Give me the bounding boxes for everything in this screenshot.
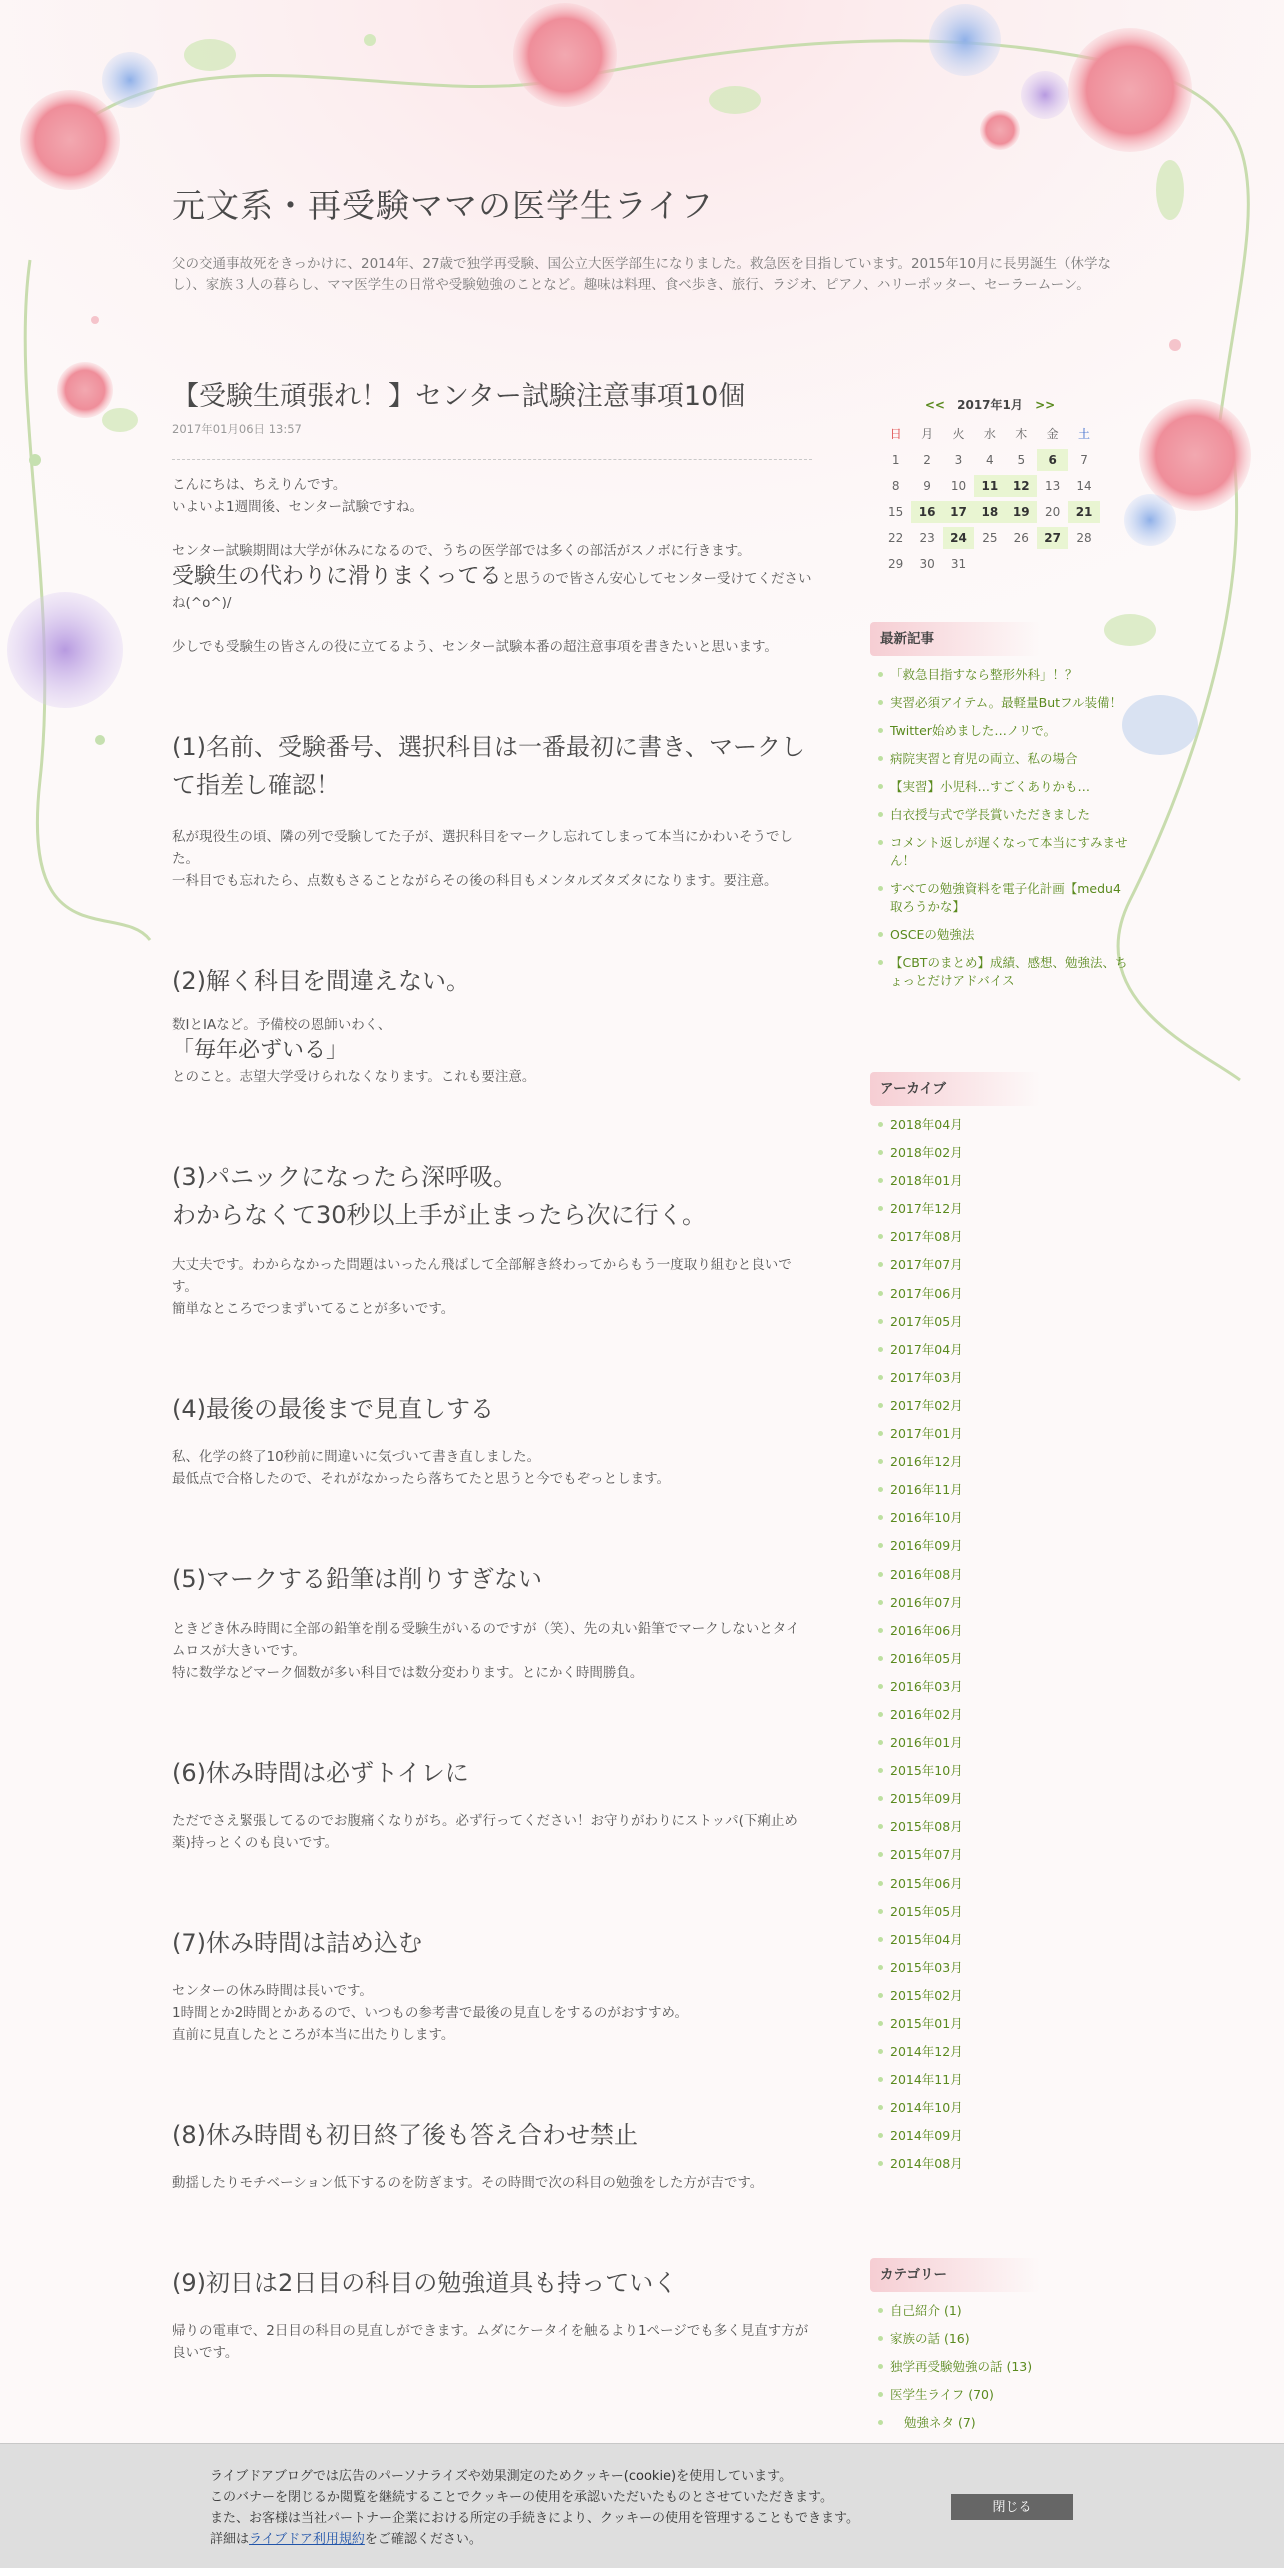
list-item (880, 1846, 1130, 1864)
text: センター試験期間は大学が休みになるので、うちの医学部では多くの部活がスノボに行きます。 (172, 543, 751, 559)
weekday-label: 火 (952, 427, 965, 441)
recent-posts (880, 622, 1130, 1000)
section-heading (172, 1158, 812, 1234)
calendar-day: 2 (923, 453, 931, 467)
category-list (880, 2302, 1130, 2432)
calendar-day: 23 (919, 531, 935, 545)
text: 動揺したりモチベーション低下するのを防ぎます。その時間で次の科目の勉強をした方が吉です。 (172, 2175, 764, 2191)
text: ただでさえ緊張してるのでお腹痛くなりがち。必ず行ってください！お守りがわりにストッパ(下痢止め薬)持っとくのも良いです。 (172, 1813, 798, 1851)
weekday-label: 木 (1015, 427, 1028, 441)
calendar-day-link[interactable]: 18 (974, 501, 1005, 523)
archive-month-link[interactable]: 2017年08月 (890, 1229, 963, 1245)
terms-link[interactable]: ライブドア利用規約 (249, 2532, 365, 2547)
recent-post-link[interactable]: コメント返しが遅くなって本当にすみません！ (890, 835, 1128, 868)
calendar-day: 20 (1045, 505, 1061, 519)
archive-month-link[interactable]: 2017年04月 (890, 1341, 963, 1357)
list-item (880, 722, 1130, 740)
recent-list (880, 666, 1130, 990)
category-link[interactable]: 独学再受験勉強の話 (13) (890, 2359, 1033, 2374)
list-item (880, 1734, 1130, 1752)
text (210, 2529, 930, 2550)
calendar-day-link[interactable]: 16 (911, 501, 942, 523)
text: 最低点で合格したので、それがなかったら落ちてたと思うと今でもぞっとします。 (172, 1471, 671, 1487)
list-item (880, 1341, 1130, 1359)
calendar-day: 10 (950, 479, 967, 493)
recent-post-link[interactable]: 【CBTのまとめ】成績、感想、勉強法、ちょっとだけアドバイス (890, 955, 1128, 988)
list-item (880, 1903, 1130, 1921)
calendar-day: 28 (1076, 531, 1092, 545)
archive-month-link[interactable]: 2015年08月 (890, 1819, 963, 1835)
list-item (880, 1172, 1130, 1190)
text: 直前に見直したところが本当に出たりします。 (172, 2027, 455, 2043)
section-heading: (8)休み時間も初日終了後も答え合わせ禁止 (172, 2121, 638, 2149)
list-item (880, 1509, 1130, 1527)
blog-description: 父の交通事故死をきっかけに、2014年、27歳で独学再受験、国公立大医学部生になりました。救急医を目指しています。2015年10月に長男誕生（休学なし）、家族３人の暮らし、ママ医学生の日常や受験勉強のことなど。趣味は料理、食べ歩き、旅行、ラジオ、ピアノ、ハリーポッター、セーラームーン。 (172, 256, 1111, 293)
list-item (880, 1313, 1130, 1331)
calendar-day: 5 (1017, 453, 1026, 467)
archive-month-link[interactable]: 2015年04月 (890, 1931, 963, 1947)
post-body (172, 474, 812, 2364)
list-item (880, 2127, 1130, 2145)
list-item (880, 2155, 1130, 2173)
list-item (880, 1537, 1130, 1555)
quote-text: 「毎年必ずいる」 (172, 1038, 349, 1063)
calendar-day: 9 (923, 479, 931, 493)
archive-month-link[interactable]: 2014年11月 (890, 2072, 963, 2088)
calendar-day-link[interactable]: 6 (1037, 449, 1068, 471)
archive-month-link[interactable]: 2016年03月 (890, 1678, 963, 1694)
archive-month-link[interactable]: 2018年04月 (890, 1117, 963, 1132)
archive-month-link[interactable]: 2015年10月 (890, 1763, 963, 1779)
list-item (880, 2015, 1130, 2033)
text: と思うので皆さん安心してセンター受けてくださいね(^o^)/ (172, 571, 812, 611)
list-item (880, 2302, 1130, 2320)
weekday-label: 土 (1078, 427, 1091, 441)
list-item (880, 1818, 1130, 1836)
list-item (880, 1875, 1130, 1893)
text: 特に数学などマーク個数が多い科目では数分変わります。とにかく時間勝負。 (172, 1665, 644, 1681)
calendar-day: 25 (982, 531, 998, 545)
archive-month-link[interactable]: 2016年11月 (890, 1482, 963, 1498)
archive-month-link[interactable]: 2017年06月 (890, 1285, 963, 1301)
text: こんにちは、ちえりんです。 (172, 477, 347, 493)
list-item (880, 2071, 1130, 2089)
archive-month-link[interactable]: 2018年01月 (890, 1173, 963, 1189)
list-item (880, 1706, 1130, 1724)
recent-post-link[interactable]: 「救急目指すなら整形外科」！？ (890, 667, 1078, 682)
cookie-banner (0, 2443, 1284, 2568)
section-heading: (4)最後の最後まで見直しする (172, 1395, 494, 1423)
list-item (880, 1566, 1130, 1584)
recent-post-link[interactable]: 白衣授与式で学長賞いただきました (890, 807, 1091, 822)
calendar-day: 14 (1076, 479, 1092, 493)
calendar-day-link[interactable]: 19 (1006, 501, 1037, 523)
recent-heading: 最新記事 (870, 622, 1040, 656)
list-item (880, 1425, 1130, 1443)
calendar-day: 1 (891, 453, 900, 467)
text: わからなくて30秒以上手が止まったら次に行く。 (172, 1201, 707, 1229)
category-link[interactable]: 家族の話 (16) (890, 2331, 970, 2346)
calendar-day: 30 (919, 557, 935, 571)
calendar-day-link[interactable]: 21 (1068, 501, 1099, 523)
calendar-day: 22 (888, 531, 904, 545)
text: 私、化学の終了10秒前に間違いに気づいて書き直しました。 (172, 1449, 541, 1465)
calendar-header (880, 396, 1100, 413)
calendar-month: 2017年1月 (957, 398, 1023, 412)
section-heading: (7)休み時間は詰め込む (172, 1929, 422, 1957)
list-item (880, 1762, 1130, 1780)
cookie-text (210, 2466, 930, 2550)
archive-month-link[interactable]: 2016年06月 (890, 1622, 963, 1638)
archive-month-link[interactable]: 2014年12月 (890, 2044, 963, 2060)
text: 帰りの電車で、2日目の科目の見直しができます。ムダにケータイを触るより1ページでも多く見直す方が良いです。 (172, 2323, 809, 2361)
recent-post-link[interactable]: 【実習】小児科…すごくありかも… (890, 779, 1091, 794)
text: (3)パニックになったら深呼吸。 (172, 1163, 518, 1191)
list-item (880, 880, 1130, 916)
list-item (880, 926, 1130, 944)
list-item (880, 1959, 1130, 1977)
recent-post-link[interactable]: 病院実習と育児の両立、私の場合 (890, 751, 1078, 766)
list-item (880, 2386, 1130, 2404)
calendar-day-link[interactable]: 12 (1006, 475, 1037, 497)
archive-month-link[interactable]: 2016年07月 (890, 1594, 963, 1610)
archive-month-link[interactable]: 2017年12月 (890, 1201, 963, 1217)
list-item (880, 1453, 1130, 1471)
calendar-day: 15 (888, 505, 904, 519)
post-date: 2017年01月06日 13:57 (172, 422, 302, 436)
calendar-grid (880, 423, 1100, 575)
list-item (880, 750, 1130, 768)
list-item (880, 2414, 1130, 2432)
text (172, 562, 812, 614)
section-heading: (9)初日は2日目の科目の勉強道具も持っていく (172, 2269, 678, 2297)
text: 少しでも受験生の皆さんの役に立てるよう、センター試験本番の超注意事項を書きたいと思います。 (172, 639, 778, 655)
emphasis-text: 受験生の代わりに滑りまくってる (172, 564, 502, 589)
calendar-prev[interactable]: << (924, 398, 945, 412)
archive-month-link[interactable]: 2014年08月 (890, 2156, 963, 2172)
list-item (880, 1144, 1130, 1162)
archive-month-link[interactable]: 2014年09月 (890, 2128, 963, 2144)
list-item (880, 1369, 1130, 1387)
section-heading: (6)休み時間は必ずトイレに (172, 1759, 469, 1787)
list-item (880, 694, 1130, 712)
section-heading: (2)解く科目を間違えない。 (172, 967, 470, 995)
archive-month-link[interactable]: 2015年03月 (890, 1959, 963, 1975)
archive-month-link[interactable]: 2016年08月 (890, 1566, 963, 1582)
archive (880, 1072, 1130, 2184)
weekday-label: 金 (1046, 427, 1059, 441)
categories (880, 2258, 1130, 2442)
archive-month-link[interactable]: 2016年02月 (890, 1706, 963, 1722)
text: センターの休み時間は長いです。 (172, 1983, 373, 1999)
section-heading: (1)名前、受験番号、選択科目は一番最初に書き、マークして指差し確認！ (172, 733, 806, 799)
archive-month-link[interactable]: 2015年05月 (890, 1903, 963, 1919)
archive-month-link[interactable]: 2017年02月 (890, 1397, 963, 1413)
list-item (880, 1481, 1130, 1499)
archive-month-link[interactable]: 2017年01月 (890, 1426, 963, 1442)
calendar-day: 4 (986, 453, 994, 467)
text: 数ⅠとⅠAなど。予備校の恩師いわく、 (172, 1017, 392, 1033)
category-link[interactable]: 医学生ライフ (70) (890, 2387, 994, 2402)
text: 大丈夫です。わからなかった問題はいったん飛ばして全部解き終わってからもう一度取り組むと良いです。 (172, 1257, 792, 1295)
list-item (880, 778, 1130, 796)
archive-month-link[interactable]: 2014年10月 (890, 2100, 963, 2116)
archive-month-link[interactable]: 2016年01月 (890, 1735, 963, 1751)
calendar-day: 7 (1080, 453, 1088, 467)
archive-heading: アーカイブ (870, 1072, 1040, 1106)
calendar-day-link[interactable]: 24 (943, 527, 974, 549)
text: をご確認ください。 (364, 2532, 482, 2547)
list-item (880, 1678, 1130, 1696)
archive-month-link[interactable]: 2017年05月 (890, 1313, 963, 1329)
text: 1時間とか2時間とかあるので、いつもの参考書で最後の見直しをするのがおすすめ。 (172, 2005, 689, 2021)
list-item (880, 1228, 1130, 1246)
archive-month-link[interactable]: 2015年09月 (890, 1791, 963, 1807)
recent-post-link[interactable]: すべての勉強資料を電子化計画【medu4取ろうかな】 (890, 881, 1121, 914)
archive-month-link[interactable]: 2015年06月 (890, 1875, 963, 1891)
list-item (880, 1397, 1130, 1415)
weekday-label: 水 (983, 427, 996, 441)
archive-month-link[interactable]: 2016年05月 (890, 1650, 963, 1666)
calendar-day-link[interactable]: 11 (974, 475, 1005, 497)
list-item (880, 1650, 1130, 1668)
calendar (880, 396, 1100, 575)
text: 私が現役生の頃、隣の列で受験してた子が、選択科目をマークし忘れてしまって本当にかわいそうでした。 (172, 829, 793, 867)
weekday-label: 日 (889, 427, 902, 441)
text: 一科目でも忘れたら、点数もさることながらその後の科目もメンタルズタズタになります。要注意。 (172, 873, 778, 889)
archive-month-link[interactable]: 2016年10月 (890, 1510, 963, 1526)
archive-month-link[interactable]: 2017年07月 (890, 1257, 963, 1273)
list-item (880, 1790, 1130, 1808)
calendar-day: 3 (954, 453, 963, 467)
section-heading: (5)マークする鉛筆は削りすぎない (172, 1565, 542, 1593)
archive-list (880, 1116, 1130, 2173)
archive-month-link[interactable]: 2016年12月 (890, 1454, 963, 1470)
calendar-day-link[interactable]: 17 (943, 501, 974, 523)
subcategory-link[interactable]: 勉強ネタ (7) (904, 2415, 976, 2430)
text: このバナーを閉じるか閲覧を継続することでクッキーの使用を承認いただいたものとさせていただきます。 (210, 2490, 833, 2505)
recent-post-link[interactable]: Twitter始めました…ノリで。 (890, 723, 1057, 738)
calendar-day: 8 (891, 479, 900, 493)
text: 簡単なところでつまずいてることが多いです。 (172, 1301, 455, 1317)
calendar-day: 13 (1045, 479, 1061, 493)
list-item (880, 2358, 1130, 2376)
list-item (880, 1200, 1130, 1218)
recent-post-link[interactable]: 実習必須アイテム。最軽量Butフル装備！ (890, 695, 1123, 710)
post-title[interactable]: 【受験生頑張れ！】センター試験注意事項10個 (172, 381, 746, 412)
archive-month-link[interactable]: 2015年01月 (890, 2016, 963, 2031)
article (172, 375, 812, 2386)
text: ときどき休み時間に全部の鉛筆を削る受験生がいるのですが（笑）、先の丸い鉛筆でマークしないとタイムロスが大きいです。 (172, 1621, 800, 1659)
archive-month-link[interactable]: 2015年07月 (890, 1847, 963, 1863)
list-item (880, 806, 1130, 824)
list-item (880, 834, 1130, 870)
list-item (880, 1116, 1130, 1134)
archive-month-link[interactable]: 2018年02月 (890, 1145, 963, 1161)
list-item (880, 1594, 1130, 1612)
text: ライブドアブログでは広告のパーソナライズや効果測定のためクッキー(cookie)を使用しています。 (210, 2469, 793, 2484)
archive-month-link[interactable]: 2015年02月 (890, 1987, 963, 2003)
calendar-day: 31 (950, 557, 967, 571)
list-item (880, 1931, 1130, 1949)
text (172, 540, 812, 562)
weekday-label: 月 (921, 427, 934, 441)
category-link[interactable]: 自己紹介 (1) (890, 2303, 962, 2318)
text: いよいよ1週間後、センター試験ですね。 (172, 499, 424, 515)
calendar-day-link[interactable]: 27 (1037, 527, 1068, 549)
text: とのこと。志望大学受けられなくなります。これも要注意。 (172, 1069, 536, 1085)
list-item (880, 666, 1130, 684)
divider (172, 459, 812, 460)
archive-month-link[interactable]: 2017年03月 (890, 1369, 963, 1385)
text: 詳細は (210, 2532, 250, 2547)
text: また、お客様は当社パートナー企業における所定の手続きにより、クッキーの使用を管理することもできます。 (210, 2511, 859, 2526)
list-item (880, 1987, 1130, 2005)
calendar-day: 26 (1013, 531, 1029, 545)
list-item (880, 1285, 1130, 1303)
list-item (880, 1622, 1130, 1640)
cookie-close-button[interactable]: 閉じる (951, 2494, 1073, 2520)
calendar-next[interactable]: >> (1035, 398, 1056, 412)
calendar-day: 29 (888, 557, 904, 571)
list-item (880, 1256, 1130, 1274)
list-item (880, 2330, 1130, 2348)
blog-title[interactable]: 元文系・再受験ママの医学生ライフ (172, 186, 715, 225)
archive-month-link[interactable]: 2016年09月 (890, 1538, 963, 1554)
list-item (880, 954, 1130, 990)
categories-heading: カテゴリー (870, 2258, 1040, 2292)
list-item (880, 2043, 1130, 2061)
recent-post-link[interactable]: OSCEの勉強法 (890, 927, 975, 942)
list-item (880, 2099, 1130, 2117)
